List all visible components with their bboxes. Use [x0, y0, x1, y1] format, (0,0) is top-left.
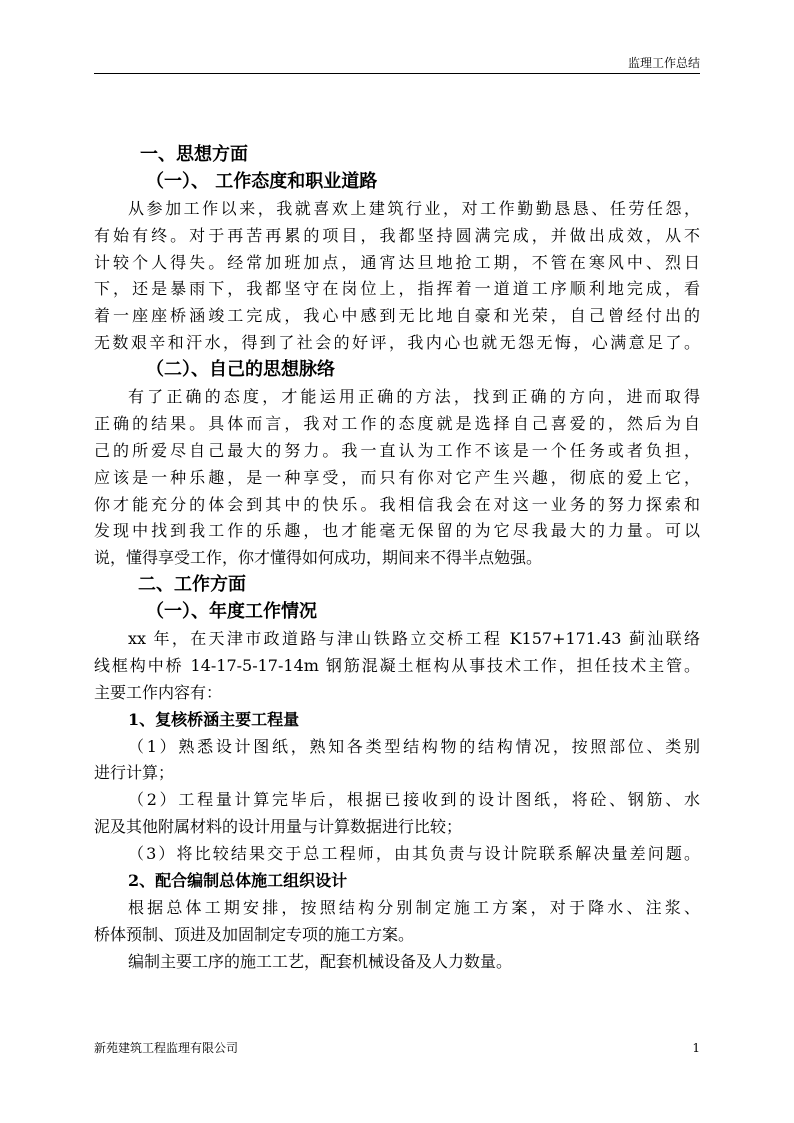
page-header-title: 监理工作总结	[627, 56, 700, 70]
list-item: （1）熟悉设计图纸，熟知各类型结构物的结构情况，按照部位、类别	[128, 736, 700, 756]
paragraph-line: xx 年，在天津市政道路与津山铁路立交桥工程 K157+171.43 蓟汕联络	[128, 629, 700, 649]
paragraph-line: 发现中找到我工作的乐趣，也才能毫无保留的为它尽我最大的力量。可以	[94, 521, 700, 541]
paragraph-line: 根据总体工期安排，按照结构分别制定施工方案，对于降水、注浆、	[128, 897, 700, 917]
numbered-heading-2: 2、配合编制总体施工组织设计	[128, 871, 348, 891]
paragraph-line: 己的所爱尽自己最大的努力。我一直认为工作不该是一个任务或者负担，	[94, 440, 700, 460]
paragraph-line: 线框构中桥 14-17-5-17-14m 钢筋混凝土框构从事技术工作，担任技术主管。	[94, 655, 700, 675]
footer-company-name: 新苑建筑工程监理有限公司	[94, 1041, 239, 1055]
header-divider	[94, 73, 700, 74]
list-item: （3）将比较结果交于总工程师，由其负责与设计院联系解决量差问题。	[128, 844, 700, 864]
section-heading-1: 一、思想方面	[140, 144, 248, 165]
paragraph-line: 着一座座桥涵竣工完成，我心中感到无比地自豪和光荣，自己曾经付出的	[94, 306, 700, 326]
paragraph-line: 你才能充分的体会到其中的快乐。我相信我会在对这一业务的努力探索和	[94, 494, 700, 514]
paragraph-line: 从参加工作以来，我就喜欢上建筑行业，对工作勤勤恳恳、任劳任怨，	[128, 198, 700, 218]
numbered-heading-1: 1、复核桥涵主要工程量	[128, 709, 300, 729]
paragraph-line: 说，懂得享受工作，你才懂得如何成功，期间来不得半点勉强。	[94, 548, 543, 568]
subsection-heading-1-2: （二）、自己的思想脉络	[146, 359, 335, 381]
list-item: （2）工程量计算完毕后，根据已接收到的设计图纸，将砼、钢筋、水	[128, 790, 700, 810]
list-item: 泥及其他附属材料的设计用量与计算数据进行比较；	[94, 817, 463, 837]
paragraph-line: 计较个人得失。经常加班加点，通宵达旦地抢工期，不管在寒风中、烈日	[94, 252, 700, 272]
page-number: 1	[692, 1041, 700, 1055]
subsection-heading-1-1: （一）、 工作态度和职业道路	[146, 170, 378, 192]
paragraph-line: 正确的结果。具体而言，我对工作的态度就是选择自己喜爱的，然后为自	[94, 413, 700, 433]
paragraph-line: 无数艰辛和汗水，得到了社会的好评，我内心也就无怨无悔，心满意足了。	[94, 333, 700, 353]
paragraph-line: 主要工作内容有：	[94, 682, 223, 702]
section-heading-2: 二、工作方面	[138, 574, 246, 596]
paragraph-line: 桥体预制、顶进及加固制定专项的施工方案。	[94, 924, 415, 944]
subsection-heading-2-1: （一）、年度工作情况	[146, 601, 317, 623]
paragraph-line: 有始有终。对于再苦再累的项目，我都坚持圆满完成，并做出成效，从不	[94, 225, 700, 245]
document-body	[94, 142, 700, 976]
paragraph-line: 下，还是暴雨下，我都坚守在岗位上，指挥着一道道工序顺利地完成，看	[94, 279, 700, 299]
paragraph-line: 应该是一种乐趣，是一种享受，而只有你对它产生兴趣，彻底的爱上它，	[94, 467, 700, 487]
paragraph-line: 有了正确的态度，才能运用正确的方法，找到正确的方向，进而取得	[128, 387, 700, 407]
paragraph-line: 编制主要工序的施工工艺，配套机械设备及人力数量。	[128, 951, 513, 971]
list-item: 进行计算；	[94, 763, 175, 783]
